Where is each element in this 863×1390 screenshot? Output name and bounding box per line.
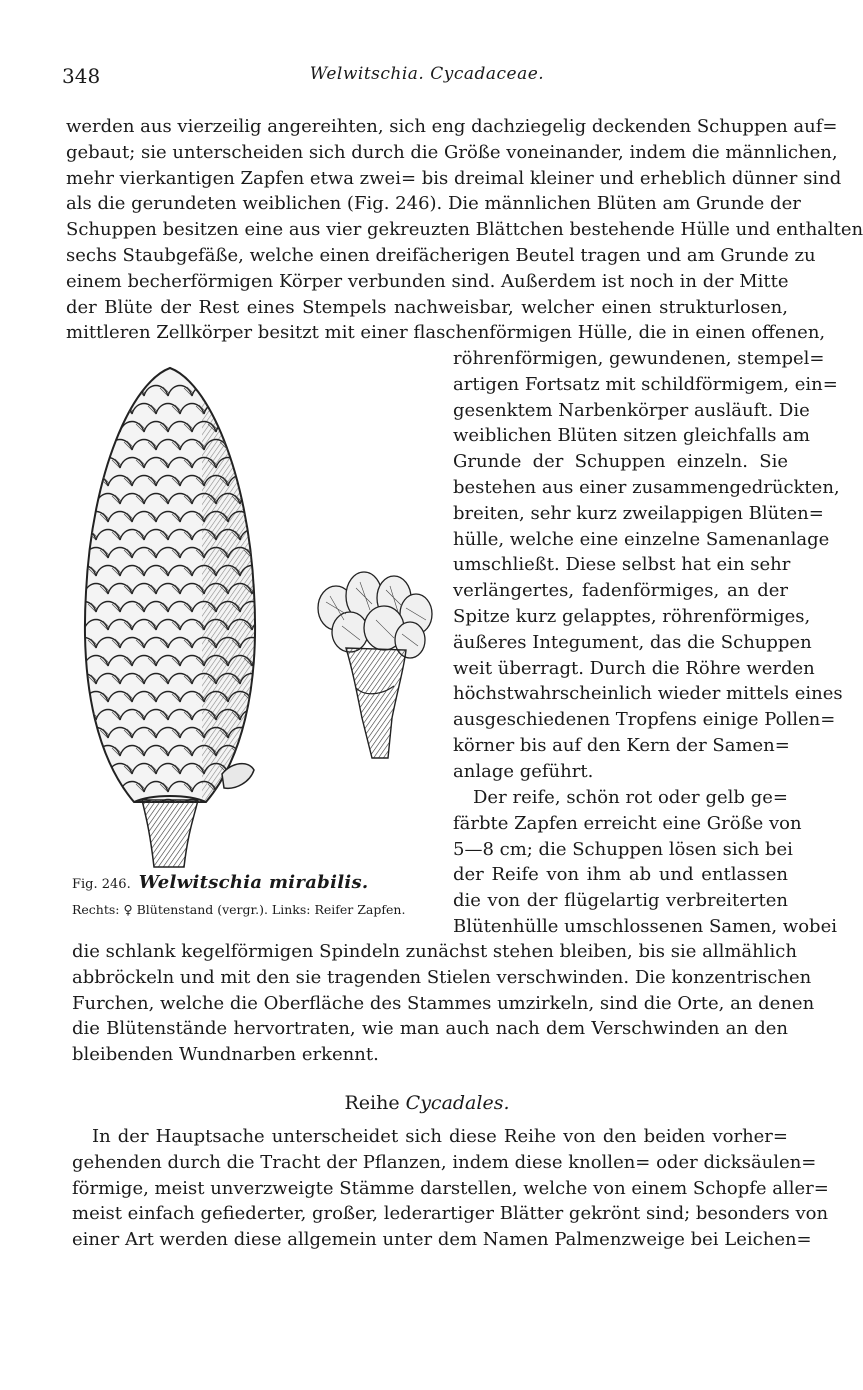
text-line: gebaut; sie unterscheiden sich durch die Größe voneinander, indem die männlichen,	[66, 141, 838, 163]
figure-caption	[72, 872, 368, 893]
text-line: Der reife, schön rot oder gelb ge=	[473, 787, 788, 808]
text-line: mittleren Zellkörper besitzt mit einer flaschenförmigen Hülle, die in einen offenen,	[66, 322, 826, 344]
section-paragraph	[72, 1124, 829, 1253]
text-line: der Blüte der Rest eines Stempels nachweisbar, welcher einen strukturlosen,	[66, 296, 788, 318]
text-line: einer Art werden diese allgemein unter dem Namen Palmenzweige bei Leichen=	[72, 1229, 812, 1251]
text-line: artigen Fortsatz mit schildförmigem, ein=	[453, 373, 838, 395]
text-line: Furchen, welche die Oberfläche des Stammes umzirkeln, sind die Orte, an denen	[72, 992, 815, 1014]
text-line: verlängertes, fadenförmiges, an der	[453, 580, 788, 602]
text-line: einem becherförmigen Körper verbunden sind. Außerdem ist noch in der Mitte	[66, 270, 789, 292]
page-header	[62, 64, 792, 94]
text-line: Spitze kurz gelapptes, röhrenförmiges,	[453, 605, 811, 627]
text-line: bleibenden Wundnarben erkennt.	[72, 1044, 379, 1066]
figure-label: Fig. 246.	[72, 877, 131, 892]
text-line: als die gerundeten weiblichen (Fig. 246). Die männlichen Blüten am Grunde der	[66, 193, 801, 215]
paragraph-ripe-cone-side	[453, 785, 837, 940]
text-line: abbröckeln und mit den sie tragenden Stielen verschwinden. Die konzentrischen	[72, 966, 812, 988]
text-line: umschließt. Diese selbst hat ein sehr	[453, 554, 791, 576]
page-number: 348	[62, 64, 101, 88]
running-head: Welwitschia. Cycadaceae.	[309, 64, 545, 84]
text-line: weiblichen Blüten sitzen gleichfalls am	[453, 425, 810, 447]
text-line: färbte Zapfen erreicht eine Größe von	[453, 812, 802, 834]
text-line: hülle, welche eine einzelne Samenanlage	[453, 528, 830, 550]
text-line: ausgeschiedenen Tropfens einige Pollen=	[453, 709, 836, 731]
text-line: werden aus vierzeilig angereihten, sich eng dachziegelig deckenden Schuppen auf=	[66, 116, 838, 137]
text-line: gehenden durch die Tracht der Pflanzen, indem diese knollen= oder dicksäulen=	[72, 1151, 817, 1173]
text-line: sechs Staubgefäße, welche einen dreifächerigen Beutel tragen und am Grunde zu	[66, 244, 816, 266]
text-line: Schuppen besitzen eine aus vier gekreuzten Blättchen bestehende Hülle und enthalten	[66, 219, 863, 241]
text-line: äußeres Integument, das die Schuppen	[453, 631, 812, 653]
female-inflorescence-illustration	[306, 568, 438, 758]
text-line: die schlank kegelförmigen Spindeln zunächst stehen bleiben, bis sie allmählich	[72, 941, 797, 962]
text-line: körner bis auf den Kern der Samen=	[453, 734, 790, 756]
text-line: Grunde der Schuppen einzeln. Sie	[453, 451, 788, 473]
ripe-cone-illustration	[72, 362, 268, 867]
text-line: 5—8 cm; die Schuppen lösen sich bei	[453, 838, 793, 860]
paragraph-ripe-cone-continued	[72, 939, 815, 1068]
text-line: meist einfach gefiederter, großer, lederartiger Blätter gekrönt sind; besonders von	[72, 1203, 829, 1225]
section-heading-prefix: Reihe	[344, 1092, 400, 1114]
side-column-text	[453, 346, 843, 785]
section-heading	[62, 1092, 792, 1114]
text-line: Blütenhülle umschlossenen Samen, wobei	[453, 915, 837, 937]
text-line: anlage geführt.	[453, 760, 594, 782]
text-line: weit überragt. Durch die Röhre werden	[453, 657, 815, 679]
figure-legend: Rechts: ♀ Blütenstand (vergr.). Links: Reifer Zapfen.	[72, 902, 406, 917]
text-line: gesenktem Narbenkörper ausläuft. Die	[453, 399, 810, 421]
text-line: mehr vierkantigen Zapfen etwa zwei= bis dreimal kleiner und erheblich dünner sind	[66, 167, 842, 189]
text-line: förmige, meist unverzweigte Stämme darstellen, welche von einem Schopfe aller=	[72, 1177, 829, 1199]
section-heading-name: Cycadales.	[405, 1092, 510, 1114]
text-line: höchstwahrscheinlich wieder mittels eines	[453, 683, 843, 705]
text-line: die Blütenstände hervortraten, wie man auch nach dem Verschwinden an den	[72, 1018, 788, 1040]
text-line: der Reife von ihm ab und entlassen	[453, 864, 788, 886]
text-line: röhrenförmigen, gewundenen, stempel=	[453, 348, 825, 369]
text-line: breiten, sehr kurz zweilappigen Blüten=	[453, 502, 824, 524]
text-line: In der Hauptsache unterscheidet sich diese Reihe von den beiden vorher=	[92, 1126, 788, 1147]
text-line: bestehen aus einer zusammengedrückten,	[453, 476, 840, 498]
paragraph-full-width-top	[66, 114, 863, 346]
figure-species: Welwitschia mirabilis.	[138, 872, 369, 893]
text-line: die von der flügelartig verbreiterten	[453, 890, 788, 912]
